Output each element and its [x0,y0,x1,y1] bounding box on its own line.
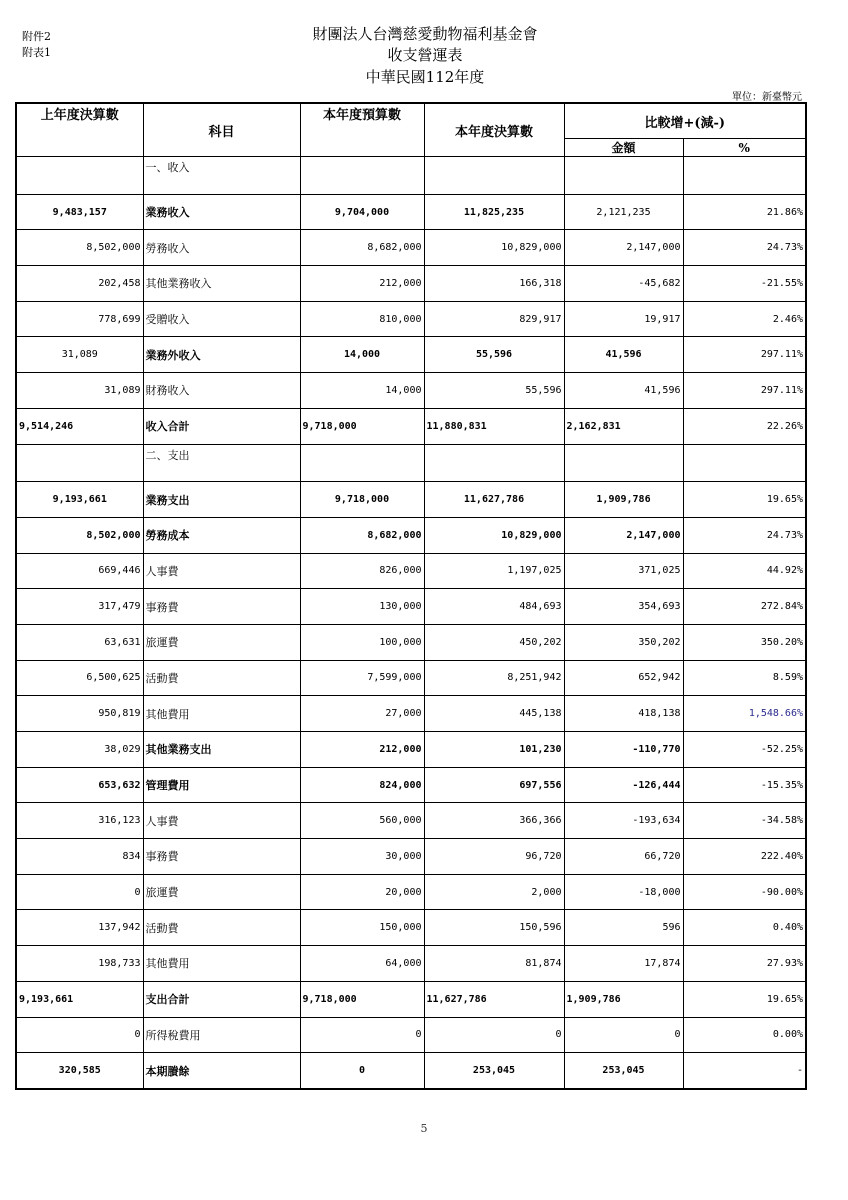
budget-cell: 824,000 [300,767,424,803]
subject-cell: 活動費 [143,660,300,696]
prev-actual-cell: 669,446 [16,553,143,589]
percent-cell: 2.46% [683,301,806,337]
percent-cell: 24.73% [683,517,806,553]
percent-cell: 272.84% [683,589,806,625]
budget-cell: 9,704,000 [300,194,424,230]
percent-cell: 0.00% [683,1017,806,1053]
prev-actual-cell: 198,733 [16,946,143,982]
amount-cell: 2,147,000 [564,517,683,553]
subject-cell: 支出合計 [143,981,300,1017]
prev-actual-cell: 316,123 [16,803,143,839]
actual-cell: 55,596 [424,337,564,373]
budget-cell: 9,718,000 [300,981,424,1017]
percent-cell: 297.11% [683,337,806,373]
prev-actual-cell: 6,500,625 [16,660,143,696]
percent-cell: -52.25% [683,732,806,768]
header-amount: 金額 [564,139,683,157]
percent-cell: 24.73% [683,230,806,266]
prev-actual-cell: 63,631 [16,624,143,660]
actual-cell: 8,251,942 [424,660,564,696]
header-budget: 本年度預算數 [300,103,424,157]
prev-actual-cell: 320,585 [16,1053,143,1089]
percent-cell [683,157,806,195]
budget-cell: 9,718,000 [300,482,424,518]
percent-cell: -21.55% [683,266,806,302]
prev-actual-cell: 0 [16,874,143,910]
header-actual: 本年度決算數 [424,103,564,157]
organization-title: 財團法人台灣慈愛動物福利基金會 [312,25,538,43]
subject-cell: 旅運費 [143,624,300,660]
subject-cell: 勞務收入 [143,230,300,266]
table-row [16,839,806,875]
percent-cell: 22.26% [683,408,806,444]
prev-actual-cell: 834 [16,839,143,875]
table-row [16,553,806,589]
actual-cell: 10,829,000 [424,517,564,553]
report-title: 收支營運表 [387,46,463,64]
percent-cell: -34.58% [683,803,806,839]
amount-cell: 350,202 [564,624,683,660]
subject-cell: 勞務成本 [143,517,300,553]
budget-cell [300,444,424,482]
percent-cell: 350.20% [683,624,806,660]
budget-cell: 14,000 [300,373,424,409]
budget-cell: 14,000 [300,337,424,373]
amount-cell: 2,162,831 [564,408,683,444]
table-row [16,732,806,768]
percent-cell: 1,548.66% [683,696,806,732]
fiscal-year: 中華民國112年度 [365,68,485,86]
actual-cell: 445,138 [424,696,564,732]
table-row [16,482,806,518]
actual-cell: 450,202 [424,624,564,660]
subject-cell: 活動費 [143,910,300,946]
amount-cell: 418,138 [564,696,683,732]
percent-cell: - [683,1053,806,1089]
prev-actual-cell: 9,193,661 [16,981,143,1017]
amount-cell: 1,909,786 [564,482,683,518]
actual-cell: 0 [424,1017,564,1053]
actual-cell: 484,693 [424,589,564,625]
table-row [16,373,806,409]
prev-actual-cell: 950,819 [16,696,143,732]
actual-cell: 2,000 [424,874,564,910]
subject-cell: 一、收入 [143,157,300,195]
subject-cell: 其他費用 [143,946,300,982]
prev-actual-cell: 9,193,661 [16,482,143,518]
amount-cell: 2,147,000 [564,230,683,266]
amount-cell: 652,942 [564,660,683,696]
subject-cell: 二、支出 [143,444,300,482]
subject-cell: 事務費 [143,839,300,875]
table-row [16,624,806,660]
subject-cell: 所得稅費用 [143,1017,300,1053]
amount-cell: 2,121,235 [564,194,683,230]
amount-cell: 17,874 [564,946,683,982]
actual-cell [424,444,564,482]
currency-unit: 單位：新臺幣元 [732,92,802,103]
percent-cell: 0.40% [683,910,806,946]
amount-cell: 354,693 [564,589,683,625]
prev-actual-cell: 8,502,000 [16,230,143,266]
subject-cell: 業務支出 [143,482,300,518]
table-row [16,1017,806,1053]
prev-actual-cell: 31,089 [16,337,143,373]
prev-actual-cell: 9,514,246 [16,408,143,444]
amount-cell: 19,917 [564,301,683,337]
subject-cell: 其他業務收入 [143,266,300,302]
table-row [16,660,806,696]
table-row [16,696,806,732]
table-row [16,230,806,266]
table-row [16,589,806,625]
amount-cell: 0 [564,1017,683,1053]
table-row [16,946,806,982]
subject-cell: 受贈收入 [143,301,300,337]
actual-cell: 101,230 [424,732,564,768]
budget-cell: 7,599,000 [300,660,424,696]
amount-cell: -18,000 [564,874,683,910]
table-row [16,337,806,373]
sub-annex-label: 附表1 [22,46,51,59]
actual-cell: 55,596 [424,373,564,409]
header-subject: 科目 [143,103,300,157]
actual-cell: 81,874 [424,946,564,982]
budget-cell: 9,718,000 [300,408,424,444]
actual-cell: 11,825,235 [424,194,564,230]
percent-cell: 297.11% [683,373,806,409]
header-prev-actual: 上年度決算數 [16,103,143,157]
actual-cell: 11,627,786 [424,981,564,1017]
table-row [16,803,806,839]
percent-cell: 8.59% [683,660,806,696]
budget-cell: 27,000 [300,696,424,732]
amount-cell: -193,634 [564,803,683,839]
prev-actual-cell [16,157,143,195]
percent-cell: 44.92% [683,553,806,589]
subject-cell: 其他業務支出 [143,732,300,768]
prev-actual-cell: 31,089 [16,373,143,409]
header-compare: 比較增+(減-) [564,103,806,139]
table-row [16,517,806,553]
subject-cell: 收入合計 [143,408,300,444]
amount-cell [564,157,683,195]
amount-cell: 41,596 [564,337,683,373]
percent-cell: 19.65% [683,482,806,518]
actual-cell: 366,366 [424,803,564,839]
percent-cell: 222.40% [683,839,806,875]
table-row [16,1053,806,1089]
budget-cell: 64,000 [300,946,424,982]
actual-cell: 829,917 [424,301,564,337]
actual-cell: 166,318 [424,266,564,302]
actual-cell: 11,880,831 [424,408,564,444]
subject-cell: 業務收入 [143,194,300,230]
budget-cell: 0 [300,1053,424,1089]
subject-cell: 管理費用 [143,767,300,803]
percent-cell [683,444,806,482]
prev-actual-cell: 38,029 [16,732,143,768]
prev-actual-cell: 8,502,000 [16,517,143,553]
actual-cell: 1,197,025 [424,553,564,589]
subject-cell: 人事費 [143,553,300,589]
prev-actual-cell: 202,458 [16,266,143,302]
amount-cell: 41,596 [564,373,683,409]
amount-cell: -126,444 [564,767,683,803]
actual-cell: 697,556 [424,767,564,803]
subject-cell: 人事費 [143,803,300,839]
amount-cell: 253,045 [564,1053,683,1089]
subject-cell: 旅運費 [143,874,300,910]
actual-cell: 253,045 [424,1053,564,1089]
prev-actual-cell: 9,483,157 [16,194,143,230]
subject-cell: 事務費 [143,589,300,625]
actual-cell: 10,829,000 [424,230,564,266]
prev-actual-cell: 137,942 [16,910,143,946]
budget-cell: 8,682,000 [300,230,424,266]
table-row [16,981,806,1017]
percent-cell: 21.86% [683,194,806,230]
budget-cell: 810,000 [300,301,424,337]
amount-cell: 371,025 [564,553,683,589]
page-number: 5 [420,1122,428,1135]
percent-cell: 27.93% [683,946,806,982]
subject-cell: 財務收入 [143,373,300,409]
budget-cell: 212,000 [300,266,424,302]
percent-cell: 19.65% [683,981,806,1017]
income-statement-table [15,102,807,1090]
prev-actual-cell [16,444,143,482]
percent-cell: -90.00% [683,874,806,910]
amount-cell: 596 [564,910,683,946]
actual-cell: 96,720 [424,839,564,875]
subject-cell: 業務外收入 [143,337,300,373]
prev-actual-cell: 317,479 [16,589,143,625]
budget-cell: 560,000 [300,803,424,839]
budget-cell [300,157,424,195]
percent-cell: -15.35% [683,767,806,803]
budget-cell: 212,000 [300,732,424,768]
budget-cell: 100,000 [300,624,424,660]
budget-cell: 826,000 [300,553,424,589]
amount-cell: 1,909,786 [564,981,683,1017]
budget-cell: 0 [300,1017,424,1053]
budget-cell: 130,000 [300,589,424,625]
prev-actual-cell: 653,632 [16,767,143,803]
table-row [16,874,806,910]
amount-cell [564,444,683,482]
table-row [16,157,806,195]
actual-cell: 150,596 [424,910,564,946]
budget-cell: 20,000 [300,874,424,910]
table-row [16,301,806,337]
header-percent: % [683,139,806,157]
table-row [16,408,806,444]
subject-cell: 其他費用 [143,696,300,732]
budget-cell: 30,000 [300,839,424,875]
table-row [16,194,806,230]
table-row [16,444,806,482]
actual-cell [424,157,564,195]
budget-cell: 8,682,000 [300,517,424,553]
prev-actual-cell: 778,699 [16,301,143,337]
prev-actual-cell: 0 [16,1017,143,1053]
annex-label: 附件2 [22,30,51,43]
table-row [16,910,806,946]
table-row [16,266,806,302]
amount-cell: -110,770 [564,732,683,768]
amount-cell: -45,682 [564,266,683,302]
subject-cell: 本期賸餘 [143,1053,300,1089]
actual-cell: 11,627,786 [424,482,564,518]
budget-cell: 150,000 [300,910,424,946]
table-row [16,767,806,803]
amount-cell: 66,720 [564,839,683,875]
table-body [16,157,806,1089]
